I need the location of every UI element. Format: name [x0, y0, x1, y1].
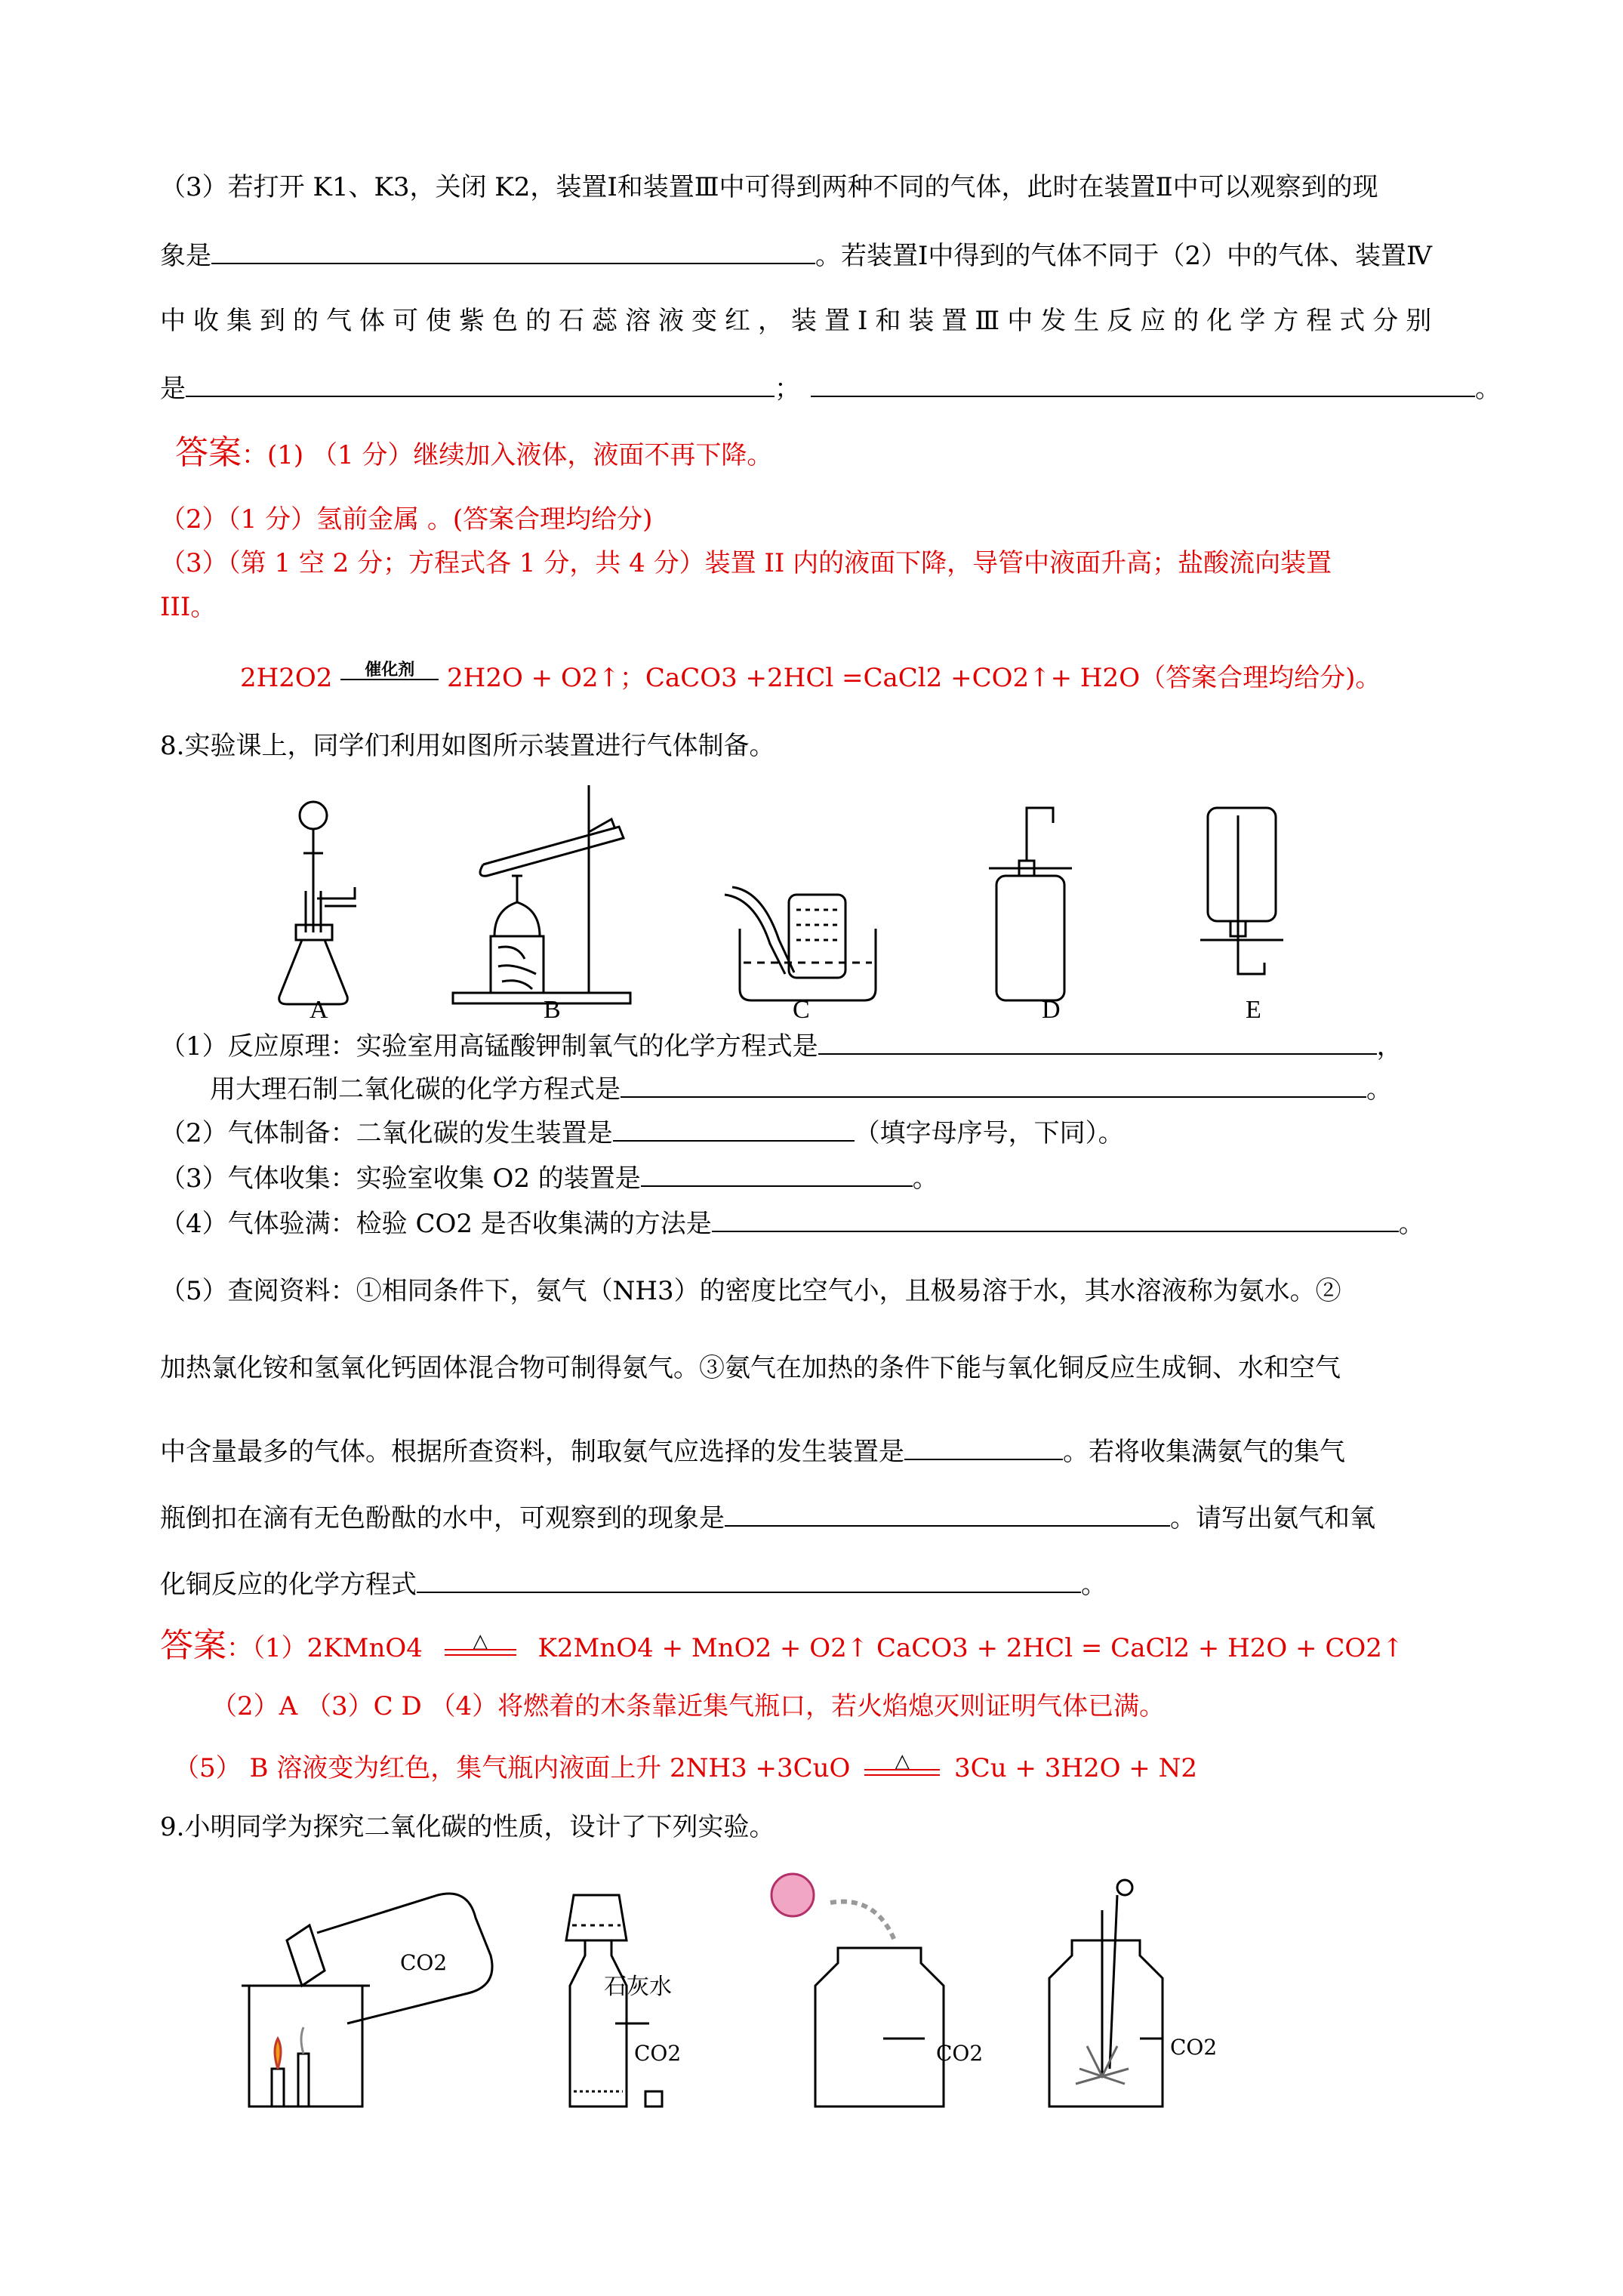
q8-part1-line2: 用大理石制二氧化碳的化学方程式是 。 [210, 1074, 1392, 1105]
co2-label: CO2 [634, 2041, 682, 2066]
q9-experiment-figure [242, 1865, 1238, 2122]
q8-part5-line5: 化铜反应的化学方程式 。 [160, 1570, 1107, 1600]
answer7-line2: （2）（1 分）氢前金属 。(答案合理均给分) [160, 504, 653, 535]
q8-stem: 8.实验课上，同学们利用如图所示装置进行气体制备。 [160, 731, 775, 761]
co2-label: CO2 [936, 2041, 984, 2066]
answer-blank [904, 1436, 1063, 1460]
apparatus-b-heating [453, 785, 630, 1003]
co2-label: CO2 [1170, 2035, 1218, 2060]
answer7-equation: 2H2O2 催化剂 2H2O + O2↑；CaCO3 +2HCl =CaCl2 +CO2↑+ H2O（答案合理均给分)。 [240, 660, 1381, 693]
q9-stem: 9.小明同学为探究二氧化碳的性质，设计了下列实验。 [160, 1812, 775, 1842]
answer-blank [621, 1074, 1366, 1098]
q8-apparatus-figure [272, 785, 1359, 1027]
answer-blank [712, 1208, 1399, 1232]
figure-label-d: D [1042, 996, 1061, 1024]
apparatus-d-gas-bottle [989, 808, 1072, 1000]
answer-blank [417, 1569, 1081, 1593]
limewater-label: 石灰水 [604, 1974, 672, 2000]
figure-label-b: B [544, 996, 561, 1024]
q8-part4: （4）气体验满：检验 CO2 是否收集满的方法是 。 [160, 1209, 1424, 1239]
figure-label-a: A [310, 996, 328, 1024]
experiment-flower-jar [771, 1874, 944, 2106]
answer-blank [186, 373, 775, 397]
answer-blank [613, 1117, 855, 1142]
q7-part3-line1: （3）若打开 K1、K3，关闭 K2，装置Ⅰ和装置Ⅲ中可得到两种不同的气体，此时在装置Ⅱ中可以观察到的现 [160, 172, 1378, 202]
answer8-line3: （5） B 溶液变为红色，集气瓶内液面上升 2NH3 +3CuO △ 3Cu + 3H2O + N2 [174, 1750, 1197, 1783]
answer-blank [641, 1163, 913, 1187]
q7-part3-line2: 象是 。若装置Ⅰ中得到的气体不同于（2）中的气体、装置Ⅳ [160, 241, 1433, 271]
q8-part5-line1: （5）查阅资料：①相同条件下，氨气（NH3）的密度比空气小，且极易溶于水，其水溶液称为氨水。② [160, 1276, 1341, 1306]
figure-label-e: E [1246, 996, 1261, 1024]
co2-label: CO2 [400, 1950, 448, 1975]
experiment-burning-jar [1049, 1880, 1163, 2106]
apparatus-c-water-trough [725, 887, 876, 1000]
experiment-candle-beaker [242, 1894, 492, 2106]
answer8-line1: 答案：（1）2KMnO4 △ K2MnO4 + MnO2 + O2↑ CaCO3 + 2HCl = CaCl2 + H2O + CO2↑ [160, 1626, 1404, 1665]
q8-part3: （3）气体收集：实验室收集 O2 的装置是 。 [160, 1163, 938, 1194]
q8-part1-line1: （1）反应原理：实验室用高锰酸钾制氧气的化学方程式是 ， [160, 1031, 1403, 1062]
q8-part5-line3: 中含量最多的气体。根据所查资料，制取氨气应选择的发生装置是 。若将收集满氨气的集气 [160, 1437, 1345, 1467]
catalyst-equals-sign: 催化剂 [340, 668, 439, 691]
answer8-line2: （2）A （3）C D （4）将燃着的木条靠近集气瓶口，若火焰熄灭则证明气体已满。 [211, 1691, 1166, 1721]
q7-part3-line3: 中收集到的气体可使紫色的石蕊溶液变红，装置Ⅰ和装置Ⅲ中发生反应的化学方程式分别 [160, 306, 1440, 336]
answer-blank [725, 1502, 1170, 1527]
q8-part5-line2: 加热氯化铵和氢氧化钙固体混合物可制得氨气。③氨气在加热的条件下能与氧化铜反应生成铜、水和空气 [160, 1353, 1341, 1383]
q7-part3-line4: 是 ； 。 [160, 374, 1501, 404]
answer7-line1: 答案：(1) （1 分）继续加入液体，液面不再下降。 [175, 433, 773, 472]
apparatus-a-flask [279, 802, 356, 1004]
answer7-line4: III。 [160, 592, 217, 622]
q8-part5-line4: 瓶倒扣在滴有无色酚酞的水中，可观察到的现象是 。请写出氨气和氧 [160, 1503, 1375, 1533]
heat-equals-sign: △ [864, 1758, 940, 1781]
heat-equals-sign: △ [445, 1638, 516, 1661]
answer-blank [211, 240, 815, 264]
figure-label-c: C [793, 996, 810, 1024]
answer-blank [818, 1031, 1377, 1055]
answer-blank [811, 373, 1475, 397]
q8-part2: （2）气体制备：二氧化碳的发生装置是 （填字母序号，下同）。 [160, 1118, 1124, 1148]
apparatus-e-inverted-bottle [1200, 808, 1283, 974]
answer7-line3: （3）（第 1 空 2 分；方程式各 1 分，共 4 分）装置 II 内的液面下降，导管中液面升高；盐酸流向装置 [160, 548, 1332, 578]
